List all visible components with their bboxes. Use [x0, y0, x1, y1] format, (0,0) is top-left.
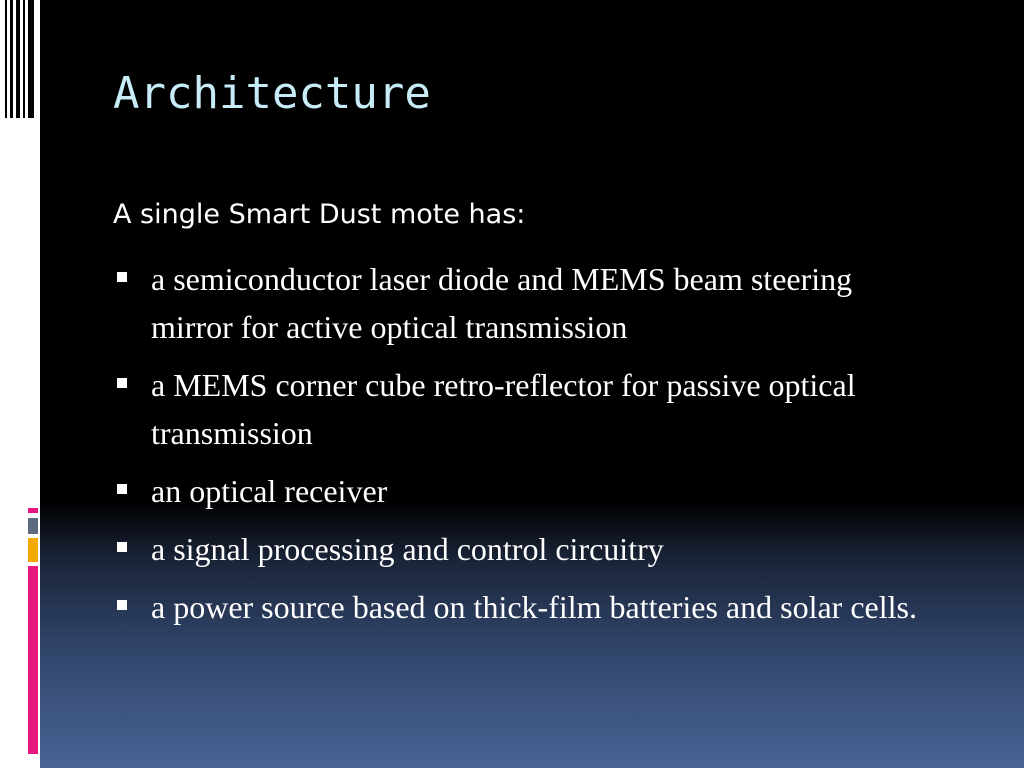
bullet-text: a MEMS corner cube retro-reflector for passive optical transmission — [151, 367, 856, 451]
bullet-item — [113, 361, 933, 457]
bullet-text: a semiconductor laser diode and MEMS beam steering mirror for active optical transmission — [151, 261, 853, 345]
accent-bar-orange — [28, 538, 38, 562]
accent-bar-pink — [28, 508, 38, 513]
bullet-item — [113, 525, 933, 573]
square-bullet-icon — [117, 542, 127, 552]
bullet-text: a power source based on thick-film batteries and solar cells. — [151, 589, 917, 625]
bullet-item — [113, 255, 933, 351]
square-bullet-icon — [117, 484, 127, 494]
accent-bar-gray — [28, 518, 38, 534]
bullet-item — [113, 583, 933, 631]
bullet-text: a signal processing and control circuitry — [151, 531, 664, 567]
decorative-stripe — [28, 0, 34, 118]
square-bullet-icon — [117, 378, 127, 388]
square-bullet-icon — [117, 272, 127, 282]
slide-title: Architecture — [113, 68, 431, 119]
decorative-stripe — [23, 0, 25, 118]
decorative-stripe — [16, 0, 20, 118]
accent-bar-pink-long — [28, 566, 38, 754]
bullet-text: an optical receiver — [151, 473, 388, 509]
slide-intro: A single Smart Dust mote has: — [113, 199, 526, 230]
square-bullet-icon — [117, 600, 127, 610]
bullet-list — [113, 255, 933, 641]
sidebar-decoration — [0, 0, 40, 768]
decorative-stripe — [10, 0, 13, 118]
bullet-item — [113, 467, 933, 515]
decorative-stripe — [5, 0, 7, 118]
